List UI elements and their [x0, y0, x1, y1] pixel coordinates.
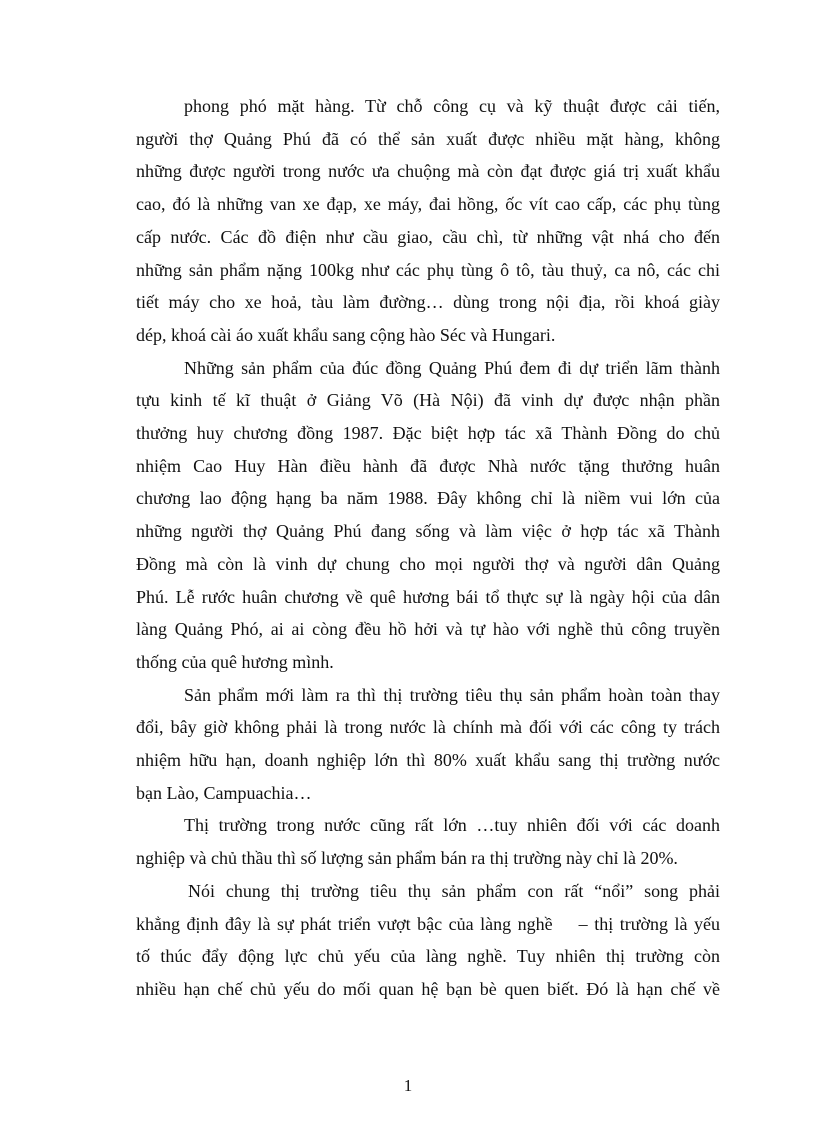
paragraph-3-line-4: bạn Lào, Campuachia…: [136, 782, 312, 803]
paragraph-4-line-1: Thị trường trong nước cũng rất lớn …tuy nhiên đối với các doanh: [184, 815, 720, 836]
paragraph-5-line-3: tố thúc đẩy động lực chủ yếu của làng nghề. Tuy nhiên thị trường còn: [136, 946, 720, 967]
paragraph-2-line-6: những người thợ Quảng Phú đang sống và làm việc ở hợp tác xã Thành: [136, 521, 720, 542]
paragraph-1-line-3: những được người trong nước ưa chuộng mà còn đạt được giá trị xuất khẩu: [136, 161, 720, 182]
paragraph-2-line-3: thưởng huy chương đồng 1987. Đặc biệt hợp tác xã Thành Đồng do chủ: [136, 423, 720, 444]
paragraph-3-line-3: nhiệm hữu hạn, doanh nghiệp lớn thì 80% xuất khẩu sang thị trường nước: [136, 750, 720, 771]
paragraph-1-line-4: cao, đó là những van xe đạp, xe máy, đai hồng, ốc vít cao cấp, các phụ tùng: [136, 194, 720, 215]
paragraph-2-line-9: làng Quảng Phó, ai ai còng đều hồ hởi và tự hào với nghề thủ công truyền: [136, 619, 720, 640]
paragraph-3-line-2: đổi, bây giờ không phải là trong nước là chính mà đối với các công ty trách: [136, 717, 720, 738]
paragraph-2-line-1: Những sản phẩm của đúc đồng Quảng Phú đem đi dự triển lãm thành: [184, 357, 720, 378]
paragraph-1-line-5: cấp nước. Các đồ điện như cầu giao, cầu chì, từ những vật nhá cho đến: [136, 226, 720, 247]
paragraph-1-line-8: dép, khoá cài áo xuất khẩu sang cộng hào Séc và Hungari.: [136, 324, 556, 345]
paragraph-5-line-4: nhiều hạn chế chủ yếu do mối quan hệ bạn bè quen biết. Đó là hạn chế về: [136, 978, 720, 999]
page-number: 1: [403, 1076, 413, 1095]
paragraph-1-line-2: người thợ Quảng Phú đã có thể sản xuất được nhiều mặt hàng, không: [136, 128, 720, 149]
paragraph-2: [136, 352, 720, 679]
paragraph-2-line-8: Phú. Lễ rước huân chương về quê hương bái tổ thực sự là ngày hội của dân: [136, 586, 720, 607]
document-page: [136, 90, 720, 1006]
paragraph-3-line-1: Sản phẩm mới làm ra thì thị trường tiêu thụ sản phẩm hoàn toàn thay: [184, 684, 720, 705]
paragraph-1-line-6: những sản phẩm nặng 100kg như các phụ tùng ô tô, tàu thuỷ, ca nô, các chi: [136, 259, 720, 280]
paragraph-1-line-1: phong phó mặt hàng. Từ chỗ công cụ và kỹ thuật được cải tiến,: [184, 96, 720, 116]
paragraph-1-line-7: tiết máy cho xe hoả, tàu làm đường… dùng trong nội địa, rồi khoá giày: [136, 292, 720, 313]
paragraph-4-line-2: nghiệp và chủ thầu thì số lượng sản phẩm bán ra thị trường này chỉ là 20%.: [136, 848, 678, 869]
paragraph-5-line-2: khẳng định đây là sự phát triển vượt bậc của làng nghề – thị trường là yếu: [136, 913, 720, 934]
paragraph-2-line-5: chương lao động hạng ba năm 1988. Đây không chỉ là niềm vui lớn của: [136, 488, 720, 509]
paragraph-1: [136, 90, 720, 352]
paragraph-2-line-10: thống của quê hương mình.: [136, 651, 334, 672]
paragraph-3: [136, 679, 720, 810]
paragraph-5-line-1: Nói chung thị trường tiêu thụ sản phẩm con rất “nổi” song phải: [188, 880, 720, 901]
paragraph-2-line-2: tựu kinh tế kĩ thuật ở Giảng Võ (Hà Nội) đã vinh dự được nhận phần: [136, 390, 720, 411]
paragraph-4: [136, 809, 720, 874]
paragraph-5: [136, 875, 720, 1006]
paragraph-2-line-4: nhiệm Cao Huy Hàn điều hành đã được Nhà nước tặng thưởng huân: [136, 455, 720, 476]
paragraph-2-line-7: Đồng mà còn là vinh dự chung cho mọi người thợ và người dân Quảng: [136, 553, 720, 574]
